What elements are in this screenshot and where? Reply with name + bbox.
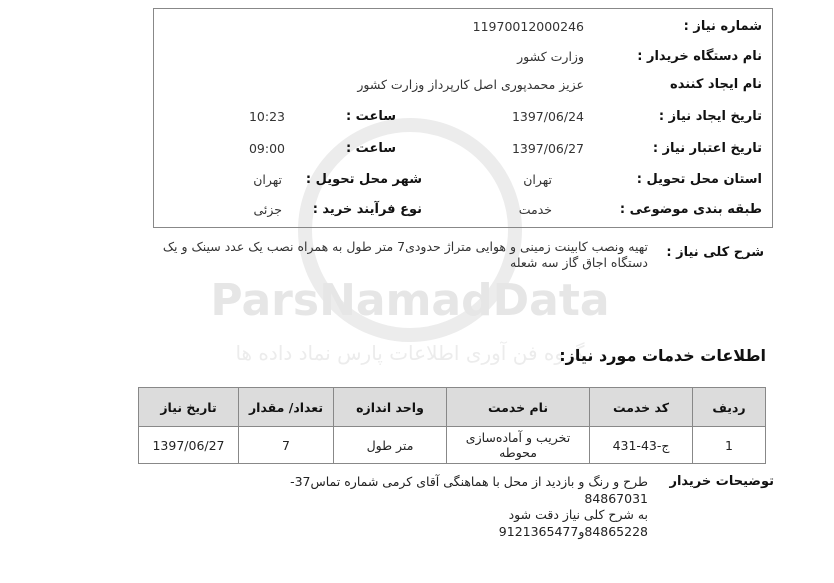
buyer-notes-line-2: به شرح کلی نیاز دقت شود	[508, 507, 648, 522]
need-info-box	[153, 8, 773, 228]
category-value: خدمت	[518, 202, 552, 217]
cell-quantity: 7	[239, 427, 334, 464]
buyer-org-row	[154, 43, 772, 73]
created-date-row	[154, 103, 772, 133]
created-time-value: 10:23	[248, 109, 285, 124]
cell-service-name: تخریب و آماده‌سازی محوطه	[447, 427, 590, 464]
cell-service-code: ج-43-431	[590, 427, 693, 464]
creator-value: عزیز محمدپوری اصل کارپرداز وزارت کشور	[357, 77, 584, 92]
need-number-label: شماره نیاز :	[683, 19, 762, 34]
city-label: شهر محل تحویل :	[305, 172, 422, 187]
header-need-date: تاریخ نیاز	[139, 388, 239, 427]
buyer-notes-label: توضیحات خریدار	[669, 474, 774, 489]
services-header-row	[139, 388, 766, 427]
need-number-row	[154, 13, 772, 43]
province-label: استان محل تحویل :	[636, 172, 762, 187]
description-text: تهیه ونصب کابینت زمینی و هوایی متراژ حدودی7 متر طول به همراه نصب یک عدد سینک و یک دستگاه اجاق گاز سه شعله	[162, 239, 648, 270]
validity-time-label: ساعت :	[345, 141, 396, 156]
cell-need-date: 1397/06/27	[139, 427, 239, 464]
header-unit: واحد اندازه	[334, 388, 447, 427]
buyer-notes-text	[228, 474, 648, 540]
city-value: تهران	[253, 172, 282, 187]
buyer-org-label: نام دستگاه خریدار :	[637, 49, 762, 64]
header-row-number: ردیف	[693, 388, 766, 427]
category-label: طبقه بندی موضوعی :	[619, 202, 762, 217]
process-label: نوع فرآیند خرید :	[312, 202, 422, 217]
need-number-value: 11970012000246	[472, 19, 584, 34]
header-service-code: کد خدمت	[590, 388, 693, 427]
table-row	[139, 427, 766, 464]
process-value: جزئی	[253, 202, 282, 217]
watermark-text: ParsNamadData	[210, 275, 610, 326]
services-table	[138, 387, 766, 464]
header-quantity: تعداد/ مقدار	[239, 388, 334, 427]
created-date-label: تاریخ ایجاد نیاز :	[658, 109, 762, 124]
validity-date-value: 1397/06/27	[511, 141, 584, 156]
validity-date-label: تاریخ اعتبار نیاز :	[652, 141, 762, 156]
creator-row	[154, 71, 772, 101]
buyer-notes-line-3: 84865228و9121365477	[498, 523, 648, 539]
header-service-name: نام خدمت	[447, 388, 590, 427]
cell-unit: متر طول	[334, 427, 447, 464]
category-row	[154, 196, 772, 226]
province-row	[154, 166, 772, 196]
watermark-subtext: گروه فن آوری اطلاعات پارس نماد داده ها	[235, 341, 585, 365]
creator-label: نام ایجاد کننده	[670, 77, 762, 92]
cell-row-number: 1	[693, 427, 766, 464]
province-value: تهران	[523, 172, 552, 187]
services-title: اطلاعات خدمات مورد نیاز:	[559, 346, 766, 365]
validity-time-value: 09:00	[248, 141, 285, 156]
description-label: شرح کلی نیاز :	[666, 245, 764, 260]
validity-date-row	[154, 135, 772, 165]
buyer-notes-line-1: طرح و رنگ و بازدید از محل با هماهنگی آقای کرمی شماره تماس37-84867031	[290, 474, 648, 506]
created-date-value: 1397/06/24	[511, 109, 584, 124]
buyer-org-value: وزارت کشور	[517, 49, 584, 64]
created-time-label: ساعت :	[345, 109, 396, 124]
